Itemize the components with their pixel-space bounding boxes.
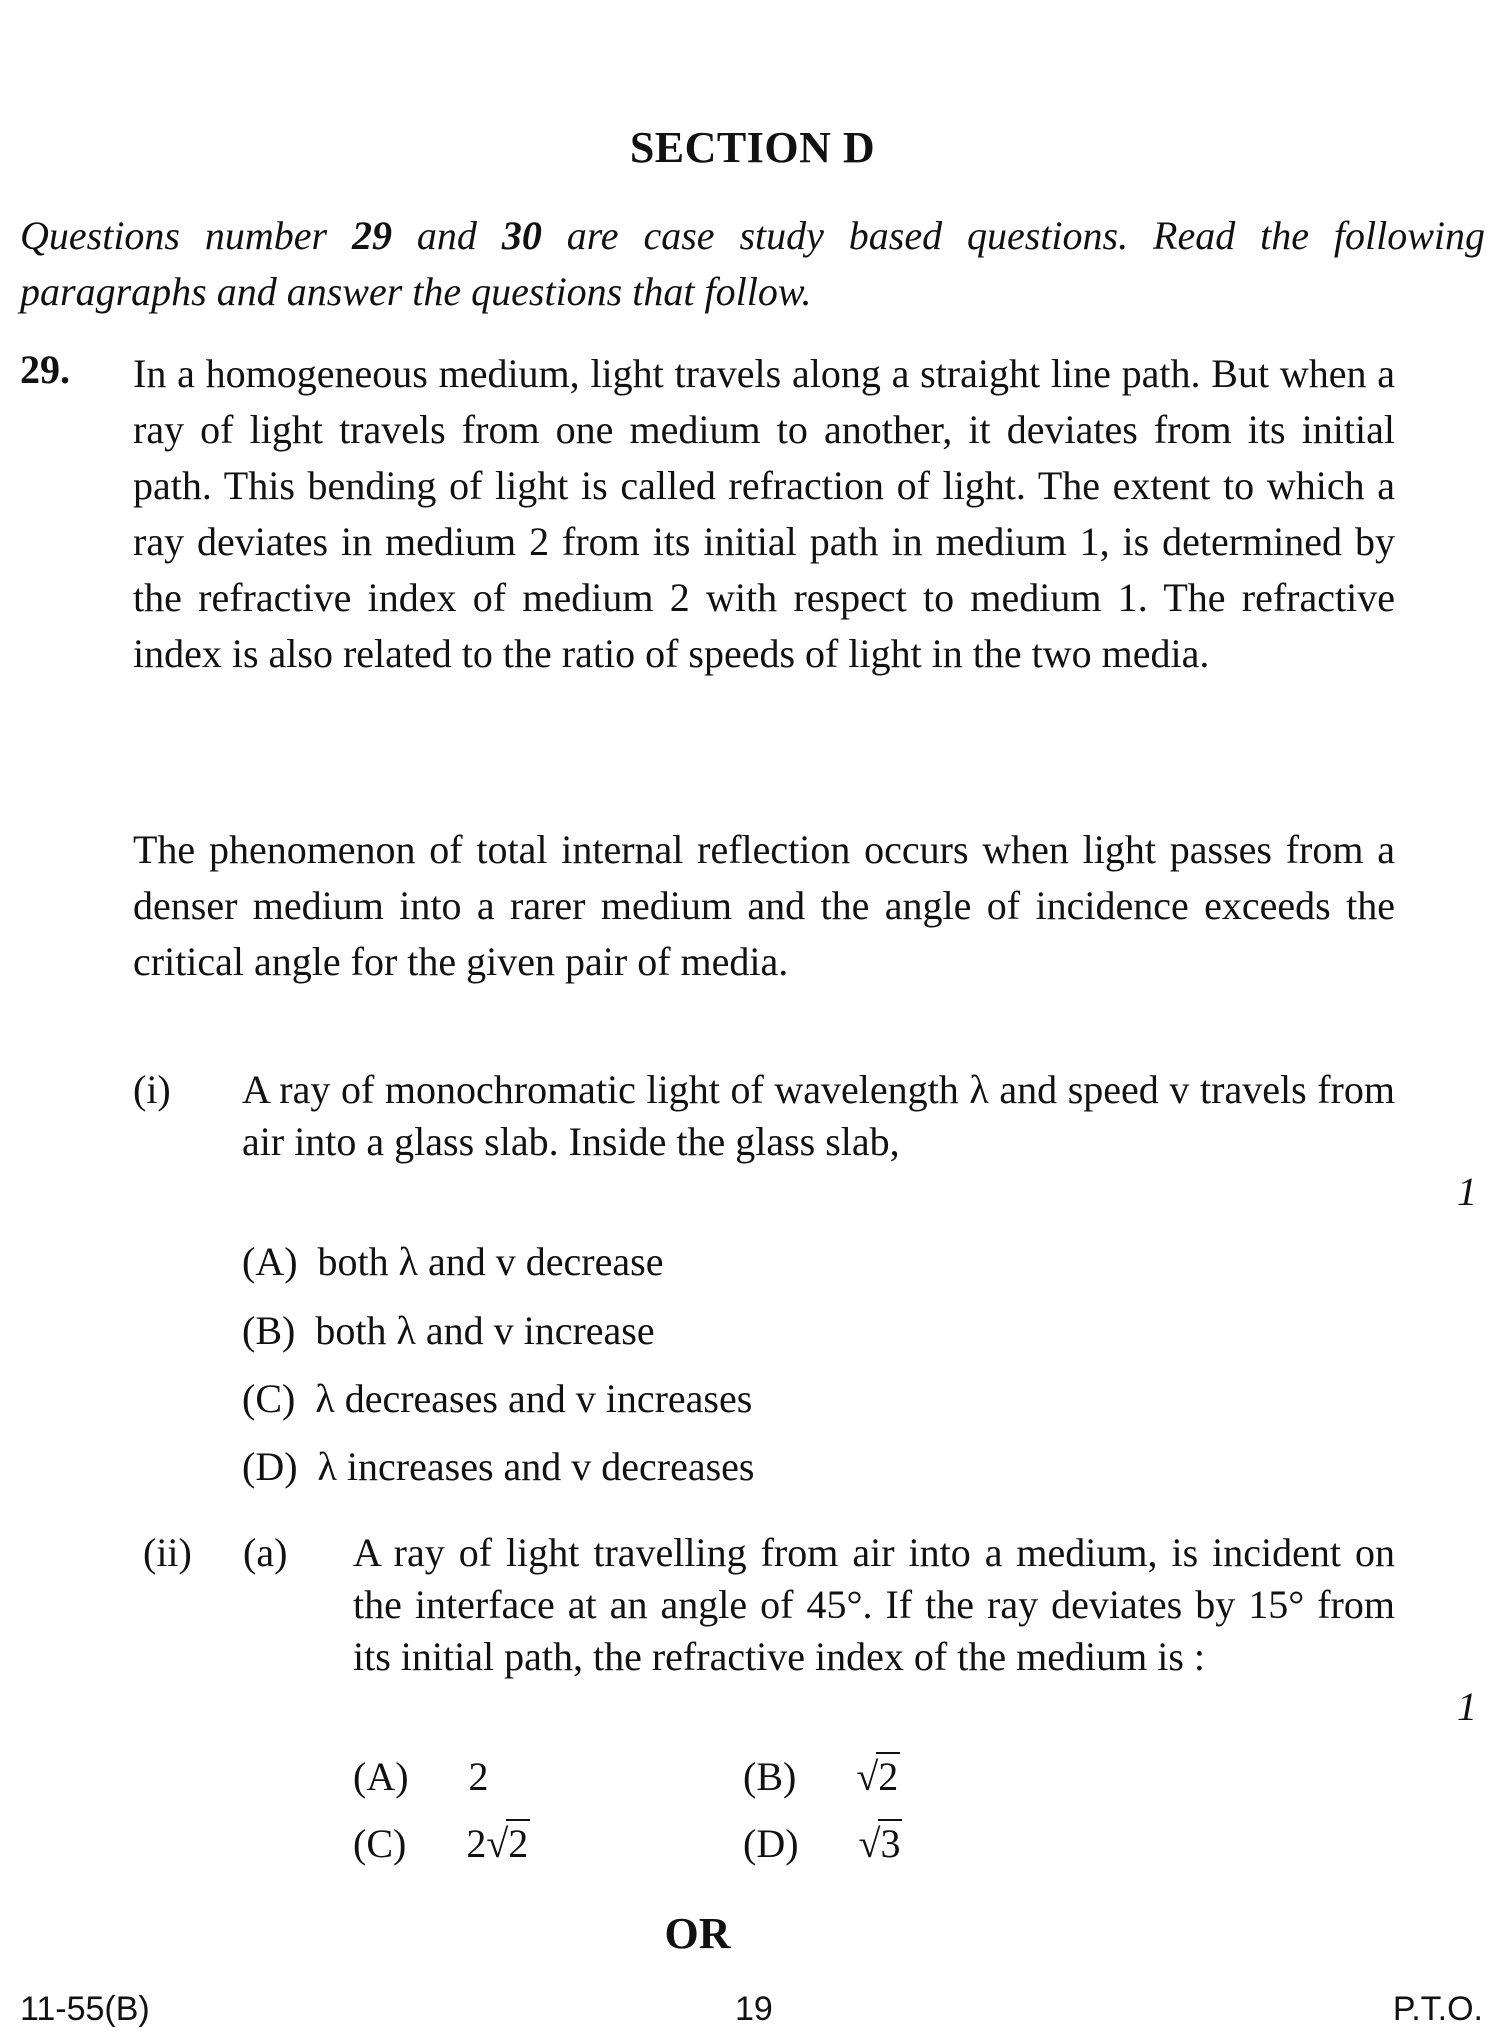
instruction-text-1: Questions number <box>20 213 353 258</box>
footer-paper-code: 11-55(B) <box>20 1990 150 2028</box>
option-label: (B) <box>743 1754 797 1799</box>
option-value-radicand: 3 <box>880 1821 901 1866</box>
subquestion-i-label: (i) <box>133 1067 171 1112</box>
instruction-question-a: 29 <box>352 213 393 258</box>
section-heading: SECTION D <box>629 123 876 172</box>
option-text: λ decreases and v increases <box>315 1376 753 1421</box>
subquestion-ii-text: A ray of light travelling from air into a medium, is incident on the interface at an angle of 45°. If the ray deviates by 15° from its initial path, the refractive index of the medium is : <box>353 1530 1395 1679</box>
option-text: both λ and v decrease <box>317 1239 664 1284</box>
option-label: (B) <box>242 1308 296 1353</box>
instruction-text-3: are case study based questions. Read the following paragraphs and answer the questions that follow. <box>20 213 1486 314</box>
option-label: (C) <box>242 1376 296 1421</box>
footer-pto: P.T.O. <box>1392 1990 1483 2028</box>
subquestion-i-marks: 1 <box>1457 1169 1477 1214</box>
sqrt-expression <box>466 1821 530 1866</box>
case-paragraph-1: In a homogeneous medium, light travels along a straight line path. But when a ray of light travels from one medium to another, it deviates from its initial path. This bending of light is called refraction of light. The extent to which a ray deviates in medium 2 from its initial path in medium 1, is determined by the refractive index of medium 2 with respect to medium 1. The refractive index is also related to the ratio of speeds of light in the two media. <box>133 351 1395 676</box>
option-text: both λ and v increase <box>315 1308 655 1353</box>
or-separator: OR <box>664 1909 731 1958</box>
option-i-a <box>242 1236 663 1288</box>
option-ii-b <box>743 1751 900 1803</box>
option-label: (A) <box>242 1239 298 1284</box>
subquestion-ii-marks: 1 <box>1457 1684 1477 1729</box>
sqrt-icon: √ <box>856 1754 879 1799</box>
option-ii-d <box>743 1818 902 1870</box>
option-ii-a <box>353 1751 489 1803</box>
option-value-radicand: 2 <box>878 1754 899 1799</box>
option-i-c <box>242 1373 752 1425</box>
case-paragraph-2: The phenomenon of total internal reflection occurs when light passes from a denser medium into a rarer medium and the angle of incidence exceeds the critical angle for the given pair of media. <box>133 827 1395 984</box>
subquestion-i-text: A ray of monochromatic light of wavelength λ and speed v travels from air into a glass slab. Inside the glass slab, <box>242 1067 1395 1164</box>
instruction-question-b: 30 <box>501 213 542 258</box>
option-value: 2 <box>468 1754 489 1799</box>
option-text: λ increases and v decreases <box>317 1444 755 1489</box>
sqrt-icon: √ <box>858 1821 881 1866</box>
option-value-radicand: 2 <box>508 1821 529 1866</box>
sqrt-expression <box>856 1754 900 1799</box>
sqrt-icon: √ <box>486 1821 509 1866</box>
option-value-prefix: 2 <box>466 1821 487 1866</box>
option-label: (D) <box>242 1444 298 1489</box>
instruction-text-2: and <box>392 213 502 258</box>
option-ii-c <box>353 1818 530 1870</box>
question-number: 29. <box>20 347 70 392</box>
option-label: (A) <box>353 1754 409 1799</box>
option-label: (D) <box>743 1821 799 1866</box>
section-instruction <box>20 208 1485 320</box>
subquestion-ii-part-label: (a) <box>243 1530 288 1575</box>
sqrt-expression <box>859 1821 903 1866</box>
subquestion-ii-label: (ii) <box>143 1530 192 1575</box>
footer-page-number: 19 <box>735 1990 773 2028</box>
option-i-d <box>242 1441 754 1493</box>
option-label: (C) <box>353 1821 407 1866</box>
option-i-b <box>242 1305 655 1357</box>
